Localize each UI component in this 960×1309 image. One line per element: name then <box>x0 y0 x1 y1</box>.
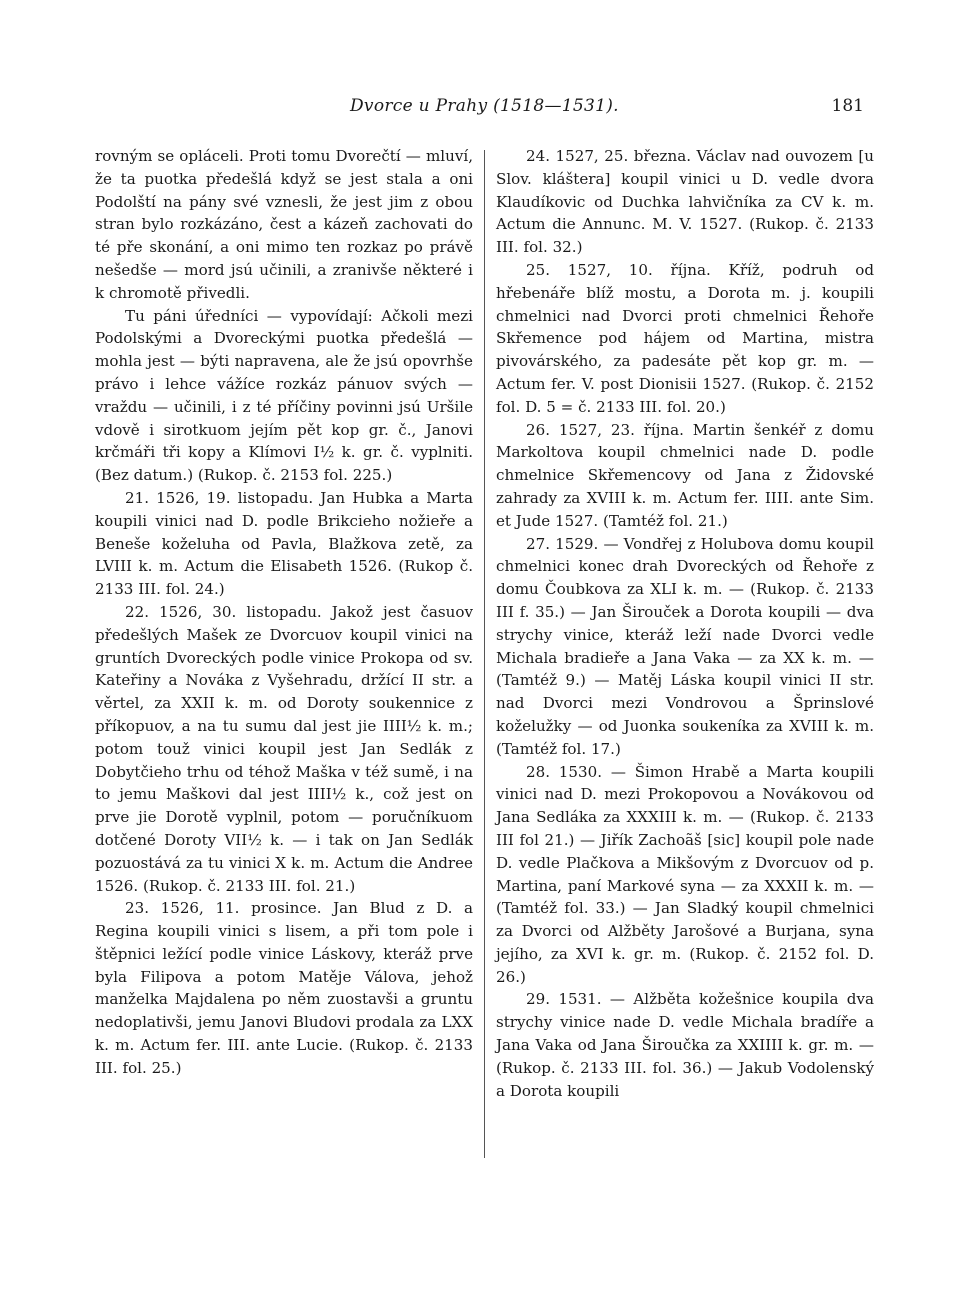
paragraph: 23. 1526, 11. prosince. Jan Blud z D. a Regina koupili vinici s lisem, a při tom pole i štěpnici ležící podle vinice Láskovy, kteráž prve byla Filipova a potom Matěje Válova, jehož manželka Majdalena po něm zuostavši a gruntu nedoplativši, jemu Janovi Bludovi prodala za LXX k. m. Actum fer. III. ante Lucie. (Rukop. č. 2133 III. fol. 25.) <box>95 899 473 1077</box>
left-column <box>95 145 473 1080</box>
running-title: Dvorce u Prahy (1518—1531). <box>350 96 619 116</box>
paragraph: 26. 1527, 23. října. Martin šenkéř z domu Markoltova koupil chmelnici nade D. podle chmelnice Skřemencovy od Jana z Židovské zahrady za XVIII k. m. Actum fer. IIII. ante Sim. et Jude 1527. (Tamtéž fol. 21.) <box>496 420 874 530</box>
paragraph: Tu páni úředníci — vypovídají: Ačkoli mezi Podolskými a Dvoreckými puotka předešlá — mohla jest — býti napravena, ale že jsú opovrhše právo i lehce vážíce rozkáz pánuov svých — vraždu — učinili, i z té příčiny povinni jsú Uršile vdově i sirotkuom jejím pět kop gr. č., Janovi krčmáři tři kopy a Klímovi I½ k. gr. č. vyplniti. (Bez datum.) (Rukop. č. 2153 fol. 225.) <box>95 306 473 485</box>
paragraph: 22. 1526, 30. listopadu. Jakož jest časuov předešlých Mašek ze Dvorcuov koupil vinici na gruntích Dvoreckých podle vinice Prokopa od sv. Kateřiny a Nováka z Vyšehradu, držící II str. a věrtel, za XXII k. m. od Doroty soukennice z příkopuov, a na tu sumu dal jest jie IIII½ k. m.; potom touž vinici koupil jest Jan Sedlák z Dobytčieho trhu od téhož Maška v též sumě, i na to jemu Maškovi dal jest IIII½ k., což jest on prve jie Dorotě vyplnil, potom — poručníkuom dotčené Doroty VII½ k. — i tak on Jan Sedlák pozuostává za tu vinici X k. m. Actum die Andree 1526. (Rukop. č. 2133 III. fol. 21.) <box>95 602 473 895</box>
paragraph: rovným se opláceli. Proti tomu Dvorečtí — mluví, že ta puotka předešlá když se jest stala a oni Podolští na pány své vznesli, že jest jim z obou stran bylo rozkázáno, čest a kázeň zachovati do té pře skonání, a oni mimo ten rozkaz po právě nešedše — mord jsú učinili, a zranivše některé i k chromotě přivedli. <box>95 147 473 302</box>
paragraph: 28. 1530. — Šimon Hrabě a Marta koupili vinici nad D. mezi Prokopovou a Novákovou od Jana Sedláka za XXXIII k. m. — (Rukop. č. 2133 III fol 21.) — Jiřík Zachoãš [sic] koupil pole nade D. vedle Plačkova a Mikšovým z Dvorcuov od p. Martina, paní Markové syna — za XXXII k. m. — (Tamtéž fol. 33.) — Jan Sladký koupil chmelnici za Dvorci od Alžběty Jarošové a Burjana, syna jejího, za XVI k. gr. m. (Rukop. č. 2152 fol. D. 26.) <box>496 762 874 986</box>
paragraph: 27. 1529. — Vondřej z Holubova domu koupil chmelnici konec drah Dvoreckých od Řehoře z domu Čoubkova za XLI k. m. — (Rukop. č. 2133 III f. 35.) — Jan Širouček a Dorota koupili — dva strychy vinice, kteráž leží nade Dvorci vedle Michala bradieře a Jana Vaka — za XX k. m. — (Tamtéž 9.) — Matěj Láska koupil vinici II str. nad Dvorci mezi Vondrovou a Šprinslové koželužky — od Juonka soukeníka za XVIII k. m. (Tamtéž fol. 17.) <box>496 534 874 758</box>
paragraph: 29. 1531. — Alžběta kožešnice koupila dva strychy vinice nade D. vedle Michala bradíře a Jana Vaka od Jana Široučka za XXIIII k. gr. m. — (Rukop. č. 2133 III. fol. 36.) — Jakub Vodolenský a Dorota koupili <box>496 990 874 1100</box>
paragraph: 25. 1527, 10. října. Kříž, podruh od hřebenáře blíž mostu, a Dorota m. j. koupili chmelnici nad Dvorci proti chmelnici Řehoře Skřemence pod hájem od Martina, mistra pivovárského, za padesáte pět kop gr. m. — Actum fer. V. post Dionisii 1527. (Rukop. č. 2152 fol. D. 5 = č. 2133 III. fol. 20.) <box>496 260 874 416</box>
paragraph: 21. 1526, 19. listopadu. Jan Hubka a Marta koupili vinici nad D. podle Brikcieho nožieře a Beneše koželuha od Pavla, Blažkova zetě, za LVIII k. m. Actum die Elisabeth 1526. (Rukop č. 2133 III. fol. 24.) <box>95 488 473 599</box>
column-divider <box>484 150 485 1158</box>
page-header <box>92 96 872 126</box>
page-number: 181 <box>831 96 864 116</box>
right-column <box>496 145 874 1102</box>
paragraph: 24. 1527, 25. března. Václav nad ouvozem [u Slov. kláštera] koupil vinici u D. vedle dvora Klaudíkovic od Duchka lahvičníka za CV k. m. Actum die Annunc. M. V. 1527. (Rukop. č. 2133 III. fol. 32.) <box>496 147 874 257</box>
